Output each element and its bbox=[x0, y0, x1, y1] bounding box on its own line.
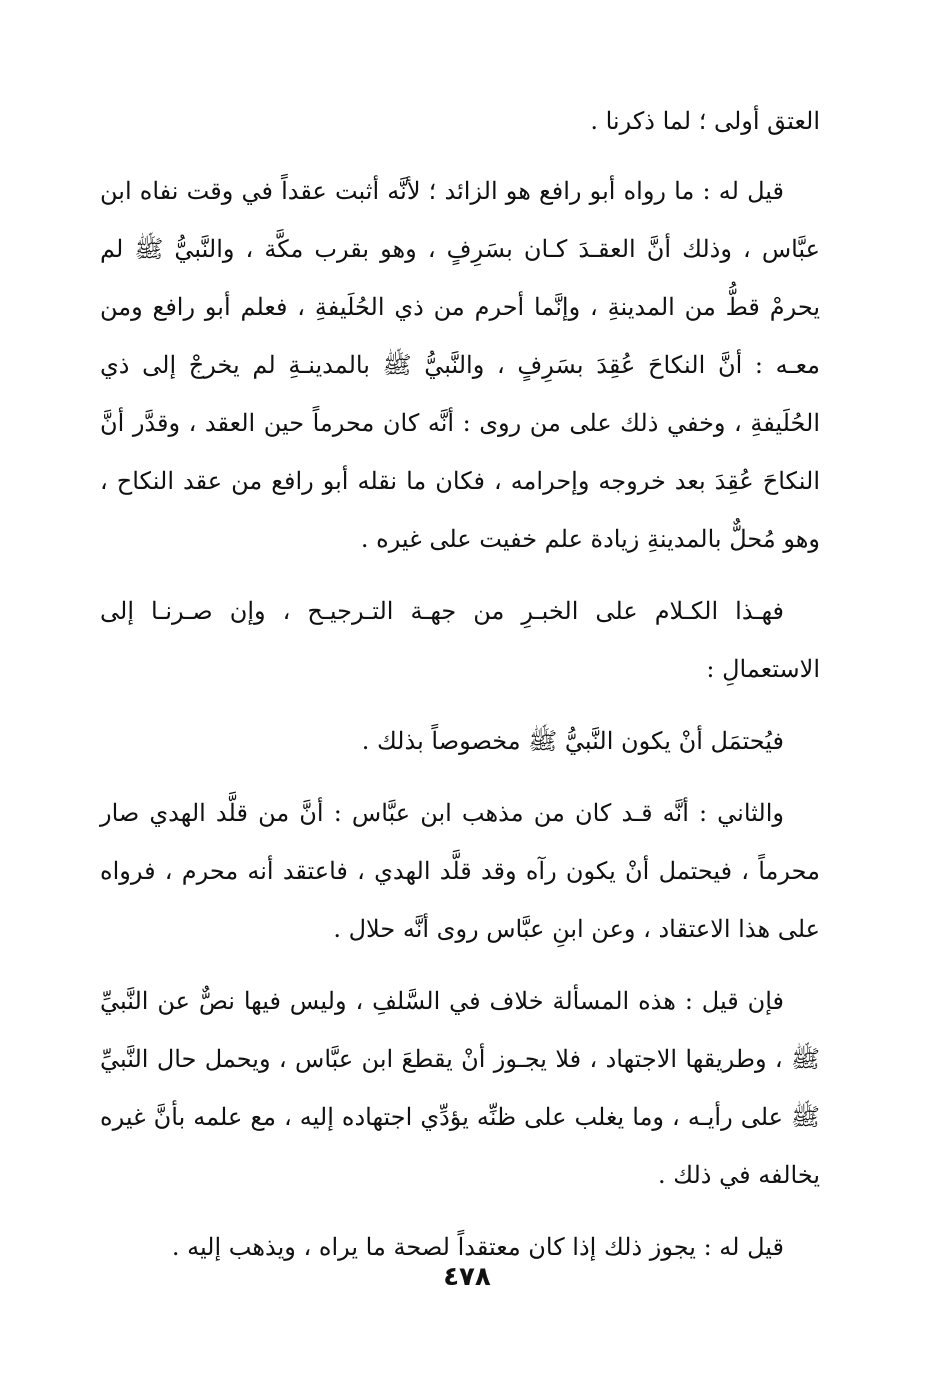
paragraph-7: قيل له : يجوز ذلك إذا كان معتقداً لصحة ما يراه ، ويذهب إليه . bbox=[171, 1233, 784, 1261]
paragraph-4: فيُحتمَل أنْ يكون النَّبيُّ ﷺ مخصوصاً بذلك . bbox=[361, 727, 784, 755]
paragraph-5: والثاني : أنَّه قـد كان من مذهب ابن عبَّاس : أنَّ من قلَّد الهدي صار محرماً ، فيحتمل أنْ يكون رآه وقد قلَّد الهدي ، فاعتقد أنه محرم ، فرواه على هذا الاعتقاد ، وعن ابنِ عبَّاس روى أنَّه حلال . bbox=[100, 799, 820, 943]
page-number: ٤٧٨ bbox=[443, 1262, 491, 1292]
body-text bbox=[100, 92, 820, 1290]
paragraph-2: قيل له : ما رواه أبو رافع هو الزائد ؛ لأنَّه أثبت عقداً في وقت نفاه ابن عبَّاس ، وذلك أنَّ العقـدَ كـان بسَرِفٍ ، وهو بقرب مكَّة ، والنَّبيُّ ﷺ لم يحرمْ قطُّ من المدينةِ ، وإنَّما أحرم من ذي الحُلَيفةِ ، فعلم أبو رافع ومن معـه : أنَّ النكاحَ عُقِدَ بسَرِفٍ ، والنَّبيُّ ﷺ بالمدينـةِ لم يخرجْ إلى ذي الحُلَيفةِ ، وخفي ذلك على من روى : أنَّه كان محرماً حين العقد ، وقدَّر أنَّ النكاحَ عُقِدَ بعد خروجه وإحرامه ، فكان ما نقله أبو رافع من عقد النكاح ، وهو مُحلٌّ بالمدينةِ زيادة علم خفيت على غيره . bbox=[100, 177, 820, 553]
paragraph-6: فإن قيل : هذه المسألة خلاف في السَّلفِ ، وليس فيها نصٌّ عن النَّبيِّ ﷺ ، وطريقها الاجتهاد ، فلا يجـوز أنْ يقطعَ ابن عبَّاس ، ويحمل حال النَّبيِّ ﷺ على رأيـه ، وما يغلب على ظنِّه يؤدِّي اجتهاده إليه ، مع علمه بأنَّ غيره يخالفه في ذلك . bbox=[100, 987, 820, 1189]
paragraph-1: العتق أولى ؛ لما ذكرنا . bbox=[590, 107, 820, 135]
paragraph-3: فهـذا الكـلام على الخبـرِ من جهـة التـرجيـح ، وإن صـرنـا إلى الاستعمالِ : bbox=[100, 597, 820, 683]
